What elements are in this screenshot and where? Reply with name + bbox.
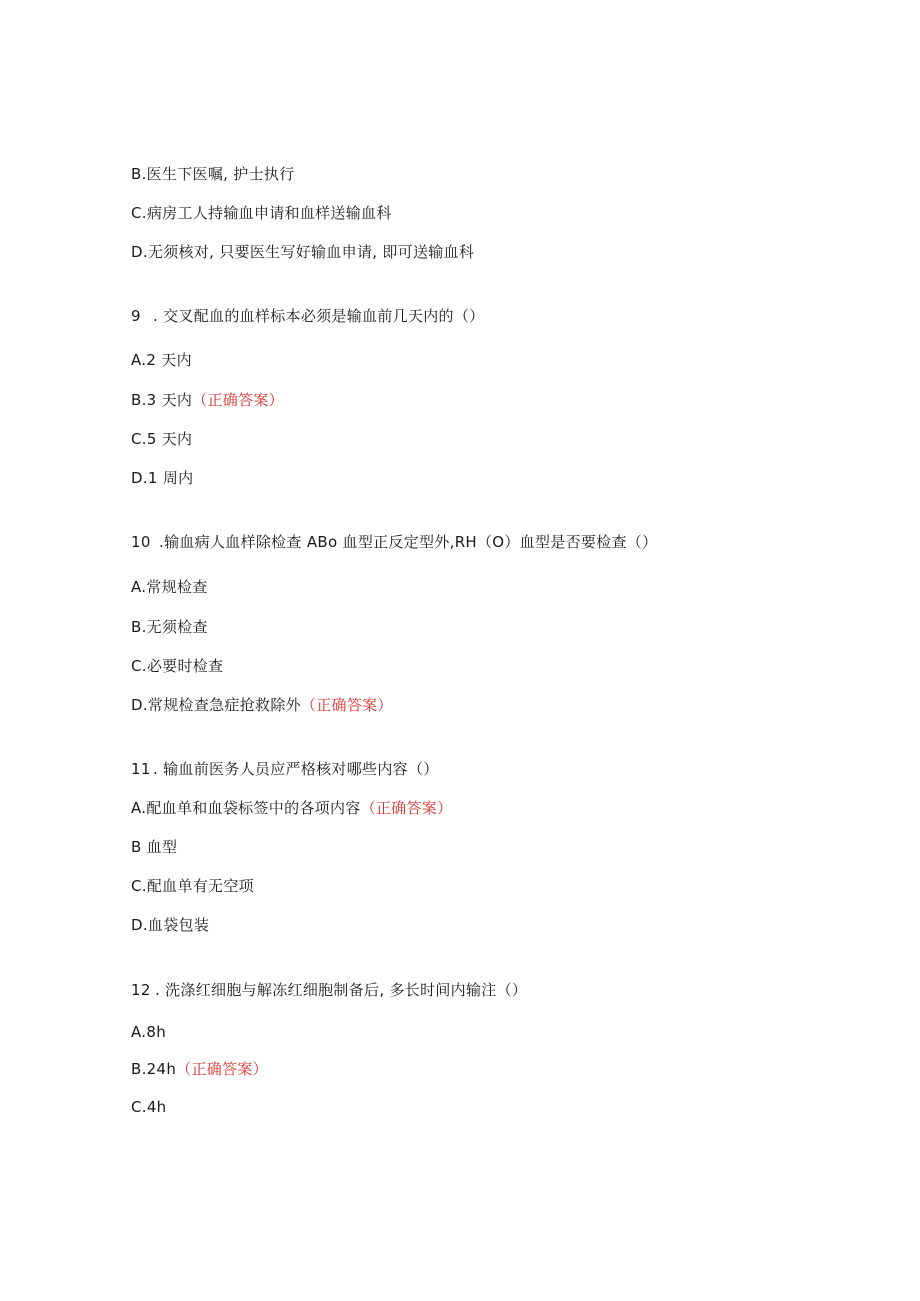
question-10-option-a: A.常规检查 (131, 578, 208, 596)
correct-answer-mark: （正确答案） (176, 1060, 268, 1078)
question-11-option-b: B 血型 (131, 838, 178, 856)
question-number: 12 (131, 981, 151, 999)
question-number: 11 (131, 760, 151, 778)
prev-option-b: B.医生下医嘱, 护士执行 (131, 165, 295, 183)
question-text: .输血病人血样除检查 ABo 血型正反定型外,RH（O）血型是否要检查（） (159, 533, 658, 551)
question-10-option-b: B.无须检查 (131, 618, 208, 636)
question-9-stem (131, 306, 484, 326)
question-12-option-c: C.4h (131, 1098, 167, 1116)
question-9-option-d: D.1 周内 (131, 469, 194, 487)
question-number: 9 (131, 307, 141, 325)
question-10-stem (131, 532, 657, 552)
correct-answer-mark: （正确答案） (300, 696, 393, 714)
question-text: . 洗涤红细胞与解冻红细胞制备后, 多长时间内输注（） (155, 981, 528, 999)
correct-answer-mark: （正确答案） (192, 391, 284, 409)
question-11-option-c: C.配血单有无空项 (131, 877, 254, 895)
question-9-option-c: C.5 天内 (131, 430, 193, 448)
question-9-option-a: A.2 天内 (131, 351, 192, 369)
prev-option-d: D.无须核对, 只要医生写好输血申请, 即可送输血科 (131, 243, 475, 261)
prev-option-c: C.病房工人持输血申请和血样送输血科 (131, 204, 392, 222)
question-10-option-d: D.常规检查急症抢救除外（正确答案） (131, 696, 393, 714)
question-11-option-d: D.血袋包装 (131, 916, 210, 934)
question-12-option-a: A.8h (131, 1023, 167, 1041)
question-text: . 交叉配血的血样标本必须是输血前几天内的（） (153, 307, 485, 325)
question-number: 10 (131, 533, 151, 551)
question-12-option-b: B.24h（正确答案） (131, 1060, 268, 1078)
question-11-option-a: A.配血单和血袋标签中的各项内容（正确答案） (131, 799, 453, 817)
question-11-stem (131, 759, 439, 779)
question-10-option-c: C.必要时检查 (131, 657, 224, 675)
question-text: . 输血前医务人员应严格核对哪些内容（） (153, 760, 439, 778)
correct-answer-mark: （正确答案） (360, 799, 453, 817)
question-12-stem (131, 980, 527, 1000)
question-9-option-b: B.3 天内（正确答案） (131, 391, 284, 409)
